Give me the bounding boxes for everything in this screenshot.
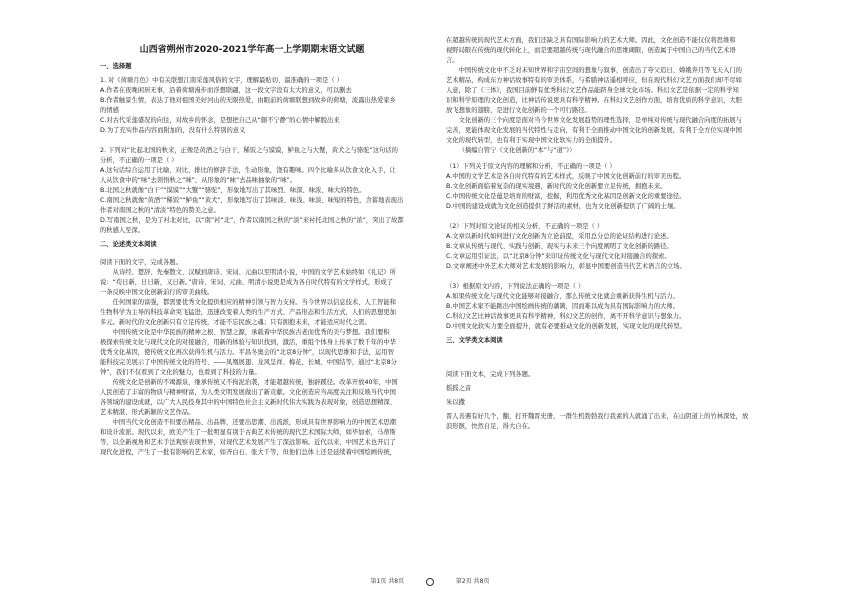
passage-line: 生物科学为主导的科技革命突飞猛进，迅速改变着人类的生产方式、产品形态和生活方式，人们的思想更加: [100, 309, 396, 316]
subquestion-2-option-a: A.文章以新时代如何进行文化创新为立论前提，采用总分总的论证结构进行论述。: [446, 233, 673, 240]
question-1-option-b-cont: 的情感: [100, 107, 119, 114]
subquestion-2-stem: （2）下列对原文论证的相关分析，不正确的一项是（ ）: [446, 223, 604, 230]
story-line: 晋人善遇有好几个，翻，打开魏晋史册，一群生机勃勃我行我素的人就涌了出来，在山阴道上的竹林深处，放: [446, 413, 749, 420]
subquestion-3-stem: （3）根据原文内容，下列说法正确的一项是（ ）: [446, 283, 585, 290]
subquestion-3-option-a: A.如果传统文化与现代文化能够对接融合，那么传统文化就会重新获得生机与活力。: [446, 293, 679, 300]
subquestion-3-option-c: C.科幻文艺比神话故事更具有科学精神，科幻文艺的创作，离不开科学意识与想象力。: [446, 313, 686, 320]
question-1-option-d: D.为了充实作品内容而附加的，没有什么特别的意义: [100, 127, 246, 134]
passage-line: 任何国家的富强，都需要优秀文化提供相应的精神引领与智力支持。当今世界以信息技术、人工智能和: [112, 299, 396, 306]
question-1-stem: 1. 对《荷塘月色》中有关联想江南采莲风俗的文字，理解最贴切、最准确的一项是（ ）: [100, 77, 343, 84]
passage-line: 多元。新时代的文化创新只有立足传统，才能不忘民族之魂；只有拥抱未来，才能适应时代之需。: [100, 319, 371, 326]
circle-separator-icon: [426, 578, 434, 586]
passage-paragraph-4: [100, 378, 404, 418]
passage-line: 中国当代文化创造不但要出精品、出品牌，还要出思潮、出流派，形成具有世界影响力的中国艺术思潮: [112, 419, 396, 426]
passage-source: （摘编自管宁《文化创新的“本”与“道”》）: [458, 147, 576, 154]
question-2-option-c-cont: 作者对南国之秋的“清淡”特色的赞美之意。: [100, 207, 220, 214]
question-1-option-c: C.对古代采莲盛况的向往，对故乡的怀念，是想把自己从“颇不宁静”的心情中解脱出来: [100, 117, 340, 124]
passage-line: 人民创造了丰富的物质与精神财富，为人类文明发展做出了新贡献。文化创造应当高度关注和反映当代中国: [100, 389, 396, 396]
passage-line: 识和科学原理的文化创造，比神话传说更具有科学精神。在科幻文艺创作方面，培育优质的科学意识，大胆: [446, 97, 742, 104]
passage-line: 视野局限在传统的现代转化上，而是要超越传统与现代融合的思维阈限，创造属于中国自己的当代艺术语: [446, 47, 736, 54]
subquestion-1-option-b: B.文化创新面临着复杂的现实境遇，新时代的文化创新要立足传统，拥抱未来。: [446, 183, 667, 190]
question-2-stem: 2. 下列对“比起北国的秋来，正像是黄酒之与白干，稀饭之与馍馍，鲈鱼之与大蟹，黄犬之与骆驼”这句话的: [100, 147, 398, 154]
passage-line: 钟”，我们不仅看到了文化的魅力，也看到了科技的力量。: [100, 369, 261, 376]
passage-line: 能科技完美展示了中国传统文化的符号、——凤凰展翅、龙风呈祥、梅花、长城、中国结等，通过“北京8分: [100, 359, 397, 366]
passage-continuation-1: [446, 36, 790, 66]
subquestion-1-option-d: D.中国的建设成就为文化创造提供了鲜活的素材，也为文化创新提供了广阔的土壤。: [446, 203, 680, 210]
passage-line: 文化创新的三个向度是面对当今世界文化发展趋势的理性选择，是单纯对传统与现代融合向度的拓展与: [458, 117, 742, 124]
question-2-option-c: C.南国之秋就像“黄酒”“稀饭”“鲈鱼”“黄犬”，形象地写出了其味淡、味浅、味淡、味短的特色，含蓄地表现出: [100, 197, 404, 204]
passage-line: 优秀文化基因，使传统文化再次获得生机与活力。平昌冬奥会的“北京8分钟”，以现代思维和手法，运用智: [100, 349, 394, 356]
passage-line: 人意，除了《三体》，我国目前鲜有优秀科幻文艺作品能跻身全球文化市场。科幻文艺是依据一定的科学知: [446, 87, 739, 94]
passage-line: 文化的现代转型，也有利于实现中国文化软实力的全面提升。: [446, 137, 617, 144]
question-2-option-b: B.北国之秋就像“白干”“馍馍”“大蟹”“骆驼”，形象地写出了其味烈、味深、味浓、味大的特色。: [100, 187, 366, 194]
passage-line: 现代化进程，产生了一批有影响的艺术家，如齐白石、张大千等，但他们总体上还是延续着中国绘画传统，: [100, 449, 396, 456]
passage-line: 各领域的建设成就，以广大人民投身其中的中国特色社会主义新时代伟大实践为表现对象，创造思想精深、: [100, 399, 396, 406]
literary-reading-intro: 阅读下面文本，完成下列各题。: [446, 371, 535, 378]
subquestion-1-option-a: A.中国的文学艺术是各自时代特有的艺术样式，反映了中国文化创新前行的审美历程。: [446, 173, 686, 180]
story-line: 浪形骸，快然自足，得大自在。: [446, 423, 535, 430]
subquestion-1-option-c: C.中国传统文化是蕴是培育的财富，挖掘，利用优秀文化基因是创新文化的重要途径。: [446, 193, 686, 200]
passage-line: 说：“苟日新，日日新，又日新。”唐诗、宋词、元曲、明清小说更是成为各自时代特有的文学样式，形成了: [100, 279, 394, 286]
page-footer: [0, 576, 860, 586]
question-1-option-b: B.作者触景生情，表达了他对祖国美好河山的无限热爱，由眼前的荷塘联想到故乡的荷塘，流露出热爱家乡: [100, 97, 396, 104]
passage-line: 等，以全新视角和艺术手法观察表现世界，对现代艺术发展产生了深远影响。近代以来，中国艺术也开启了: [100, 439, 396, 446]
passage-line: 中国传统文化中不乏对未知世界和宇宙空间的想象与叙事，创造出了夸父追日、嫦娥奔月等飞天入门的: [458, 67, 742, 74]
section-heading-argument: 二、论述类文本阅读: [100, 241, 157, 248]
page-right: [430, 0, 860, 608]
passage-line: 放飞想象的翅膀，是进行文化创新的一个可行路径。: [446, 107, 591, 114]
subquestion-2-option-d: D.文章阐述中外艺术大师对艺术发展的影响力，彰显中国要创造当代艺术语言的立场。: [446, 263, 686, 270]
passage-line: 完善，更能体现文化发展的当代特性与走向，有利于全面推动中国文化的创新发展，有利于全方位实现中国: [446, 127, 742, 134]
passage-line: 一条反映中国文化创新前行的审美曲线。: [100, 289, 214, 296]
subquestion-1-stem: （1）下列关于原文内容的理解和分析，不正确的一项是（ ）: [446, 163, 616, 170]
passage-paragraph-3: [100, 328, 404, 378]
question-2-option-a-cont: 人从饮食中的“味”去领悟秋之“味”，从形象的“味”去品味抽象的“味”。: [100, 177, 297, 184]
exam-title: 山西省朔州市2020-2021学年高一上学期期末语文试题: [139, 45, 365, 55]
subquestion-2-option-c: C.文章运用引证法，以“北京8分钟”来印证传统文化与现代文化对接融合的探索。: [446, 253, 671, 260]
passage-line: 从诗经、楚辞、先秦散文、汉赋到唐诗、宋词、元曲以至明清小说，中国的文学艺术始终如《礼记》所: [112, 269, 396, 276]
subquestion-2-option-b: B.文章从传统与现代、实践与创新、现实与未来三个向度阐明了文化创新的路径。: [446, 243, 673, 250]
passage-line: 和设计流派。现代以来，欧美产生了一批明显有别于古典艺术传统的现代艺术国际大师，如毕加索，马蒂斯: [100, 429, 396, 436]
subquestion-3-option-b: B.中国艺术家不能跳出中国绘画传统的藩篱，因而难以成为具有国际影响力的大师。: [446, 303, 680, 310]
passage-line: 极探索传统文化与现代文化的对接融合，用新的体验与知识找到，激活，重组个体身上传承了数千年的中华: [100, 339, 396, 346]
story-author: 朱以撒: [446, 399, 465, 406]
question-1-option-a: A.作者在夜晚闲居无事，沿着荷塘漫步而浮想联翩，这一段文字没有太大的意义，可以删去: [100, 87, 352, 94]
passage-line: 言。: [446, 57, 459, 64]
passage-line: 艺术精品，构成东方神话故事特有的审美体系，与希腊神话遥相呼应，但在现代科幻文艺方面我们却不尽如: [446, 77, 742, 84]
question-2-option-d: D.写南国之秋，是为了衬北对比，以“南”衬“北”，作者以南国之秋的“淡”来衬托北国之秋的“浓”，突出了故都: [100, 217, 404, 224]
passage-line: 传统文化是创新的不竭源泉，继承传统又不拘泥治袭，才能超越传统，独辟蹊径。改革开放40年，中国: [112, 379, 398, 386]
page-number-2: 第2页 共8页: [455, 578, 490, 585]
section-heading-literary: 三、文学类文本阅读: [446, 337, 503, 344]
passage-paragraph-1: [100, 268, 404, 298]
passage-line: 艺术精湛、形式新颖的文艺作品。: [100, 409, 195, 416]
reading-intro: 阅读下面的文字，完成各题。: [100, 259, 182, 266]
section-heading-choice: 一、选择题: [100, 63, 132, 70]
page-number-1: 第1页 共8页: [370, 578, 405, 585]
passage-line: 中国传统文化是中华民族的精神之根、智慧之源，承载着中华民族古老而优秀的美与梦想。我们要积: [112, 329, 390, 336]
subquestion-3-option-d: D.中国文化软实力要全面提升，就有必要推动文化的创新发展，实现文化的现代转型。: [446, 323, 686, 330]
passage-continuation-3: [446, 116, 790, 146]
passage-line: 在超越传统的现代艺术方面，我们还缺乏具有国际影响力的艺术大师。因此，文化创造不能仅仅将思维和: [446, 37, 736, 44]
story-title: 摇摇之音: [446, 385, 472, 392]
question-2-option-a: A.这句话综合运用了比喻、对比、排比的修辞手法，生动形象，饶有趣味。四个比喻多从饮食文化入手，让: [100, 167, 396, 174]
passage-paragraph-2: [100, 298, 404, 328]
question-2-stem-cont: 分析，不正确的一项是（ ）: [100, 157, 178, 164]
question-2-option-d-cont: 的秋感人至深。: [100, 227, 145, 234]
passage-continuation-2: [446, 66, 790, 116]
passage-paragraph-5: [100, 418, 404, 458]
